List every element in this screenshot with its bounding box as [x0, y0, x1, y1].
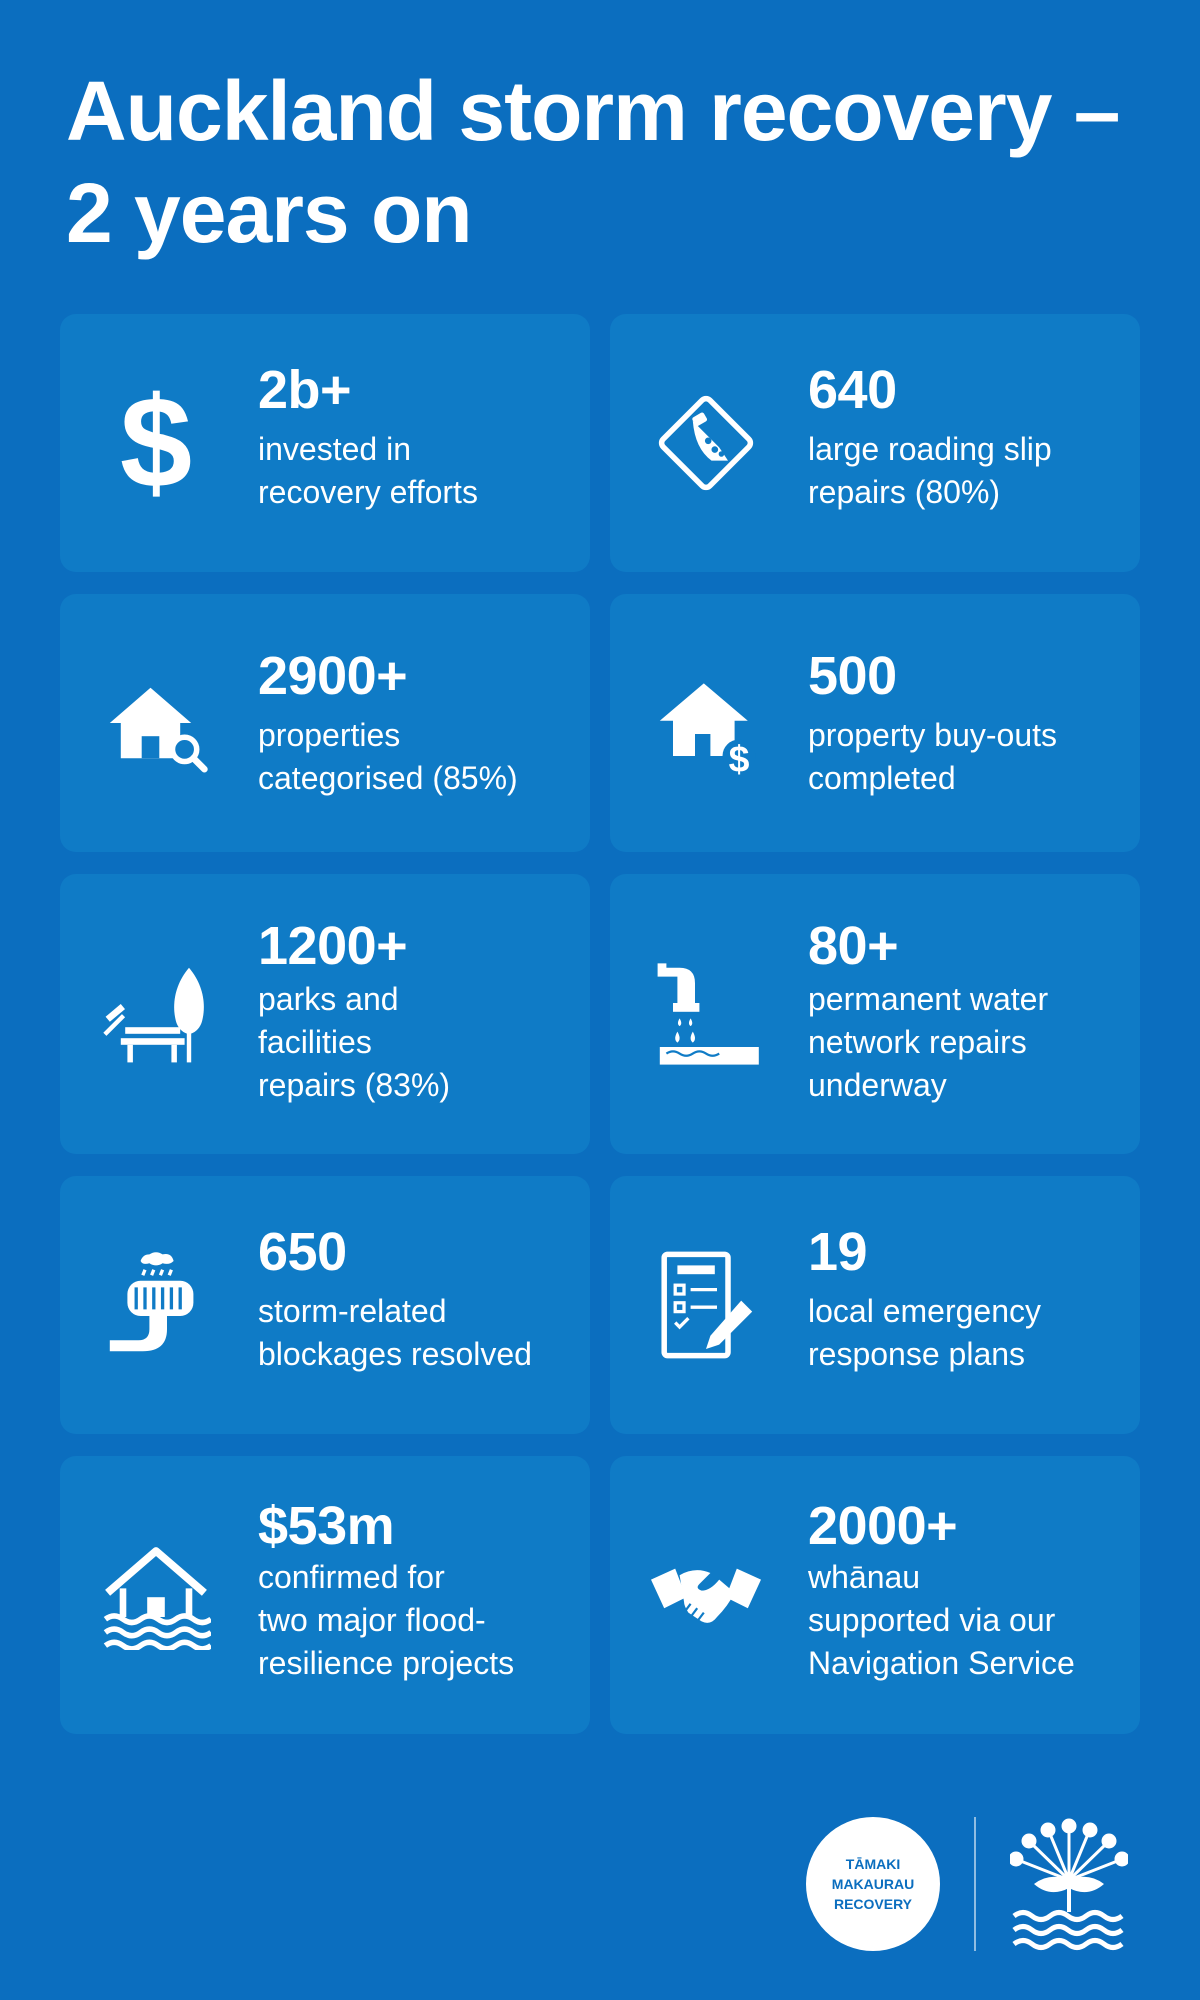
- house-search-icon: [96, 663, 216, 783]
- page-title: [66, 60, 1146, 264]
- stat-value: 650: [258, 1222, 347, 1282]
- stat-description: property buy-outs completed: [808, 717, 1058, 796]
- checklist-icon: [646, 1245, 766, 1365]
- stat-card-blockages: [60, 1176, 590, 1434]
- stat-card-flood-resilience: [60, 1456, 590, 1734]
- dollar-icon: [96, 383, 216, 503]
- stat-card-roading-slips: [610, 314, 1140, 572]
- footer-divider: [974, 1817, 976, 1951]
- stats-grid: [60, 314, 1140, 1756]
- stat-value: 19: [808, 1222, 868, 1282]
- stat-description: permanent water network repairs underway: [808, 981, 1049, 1103]
- title-line-1: Auckland storm recovery –: [66, 64, 1120, 158]
- stats-row: [60, 314, 1140, 572]
- landslide-sign-icon: [646, 383, 766, 503]
- stat-value: 1200+: [258, 916, 408, 976]
- stat-value: 2b+: [258, 360, 352, 420]
- stats-row: [60, 594, 1140, 852]
- house-dollar-icon: [646, 663, 766, 783]
- badge-line-3: RECOVERY: [833, 1896, 913, 1912]
- stats-row: [60, 874, 1140, 1154]
- stat-card-buyouts: [610, 594, 1140, 852]
- handshake-icon: [646, 1535, 766, 1655]
- stat-description: invested in recovery efforts: [258, 431, 478, 510]
- stat-value: 640: [808, 360, 897, 420]
- stat-value: 2900+: [258, 646, 408, 706]
- stat-description: large roading slip repairs (80%): [808, 431, 1052, 510]
- stat-value: $53m: [258, 1496, 395, 1556]
- auckland-council-pohutukawa-icon: [1010, 1816, 1128, 1952]
- stats-row: [60, 1456, 1140, 1734]
- stat-description: storm-related blockages resolved: [258, 1293, 532, 1372]
- stat-card-properties-categorised: [60, 594, 590, 852]
- water-pipe-icon: [646, 954, 766, 1074]
- stat-card-parks: [60, 874, 590, 1154]
- stat-value: 2000+: [808, 1496, 958, 1556]
- stat-card-emergency-plans: [610, 1176, 1140, 1434]
- stat-value: 500: [808, 646, 897, 706]
- stat-card-investment: [60, 314, 590, 572]
- stat-description: whānau supported via our Navigation Service: [808, 1559, 1075, 1681]
- footer-logos: [806, 1816, 1128, 1952]
- stat-description: parks and facilities repairs (83%): [258, 981, 451, 1103]
- stat-description: confirmed for two major flood- resilience projects: [258, 1559, 515, 1681]
- park-repair-icon: [96, 954, 216, 1074]
- stats-row: [60, 1176, 1140, 1434]
- stat-card-whanau-supported: [610, 1456, 1140, 1734]
- badge-line-1: TĀMAKI: [845, 1856, 901, 1872]
- flooded-house-icon: [96, 1535, 216, 1655]
- title-line-2: 2 years on: [66, 166, 472, 260]
- stat-description: properties categorised (85%): [258, 717, 518, 796]
- svg-text:$: $: [119, 388, 193, 498]
- stat-value: 80+: [808, 916, 899, 976]
- stat-description: local emergency response plans: [808, 1293, 1041, 1372]
- stormwater-drain-icon: [96, 1245, 216, 1365]
- stat-card-water-network: [610, 874, 1140, 1154]
- tamaki-makaurau-recovery-logo: [806, 1817, 940, 1951]
- badge-line-2: MAKAURAU: [831, 1876, 915, 1892]
- svg-text:$: $: [728, 737, 750, 778]
